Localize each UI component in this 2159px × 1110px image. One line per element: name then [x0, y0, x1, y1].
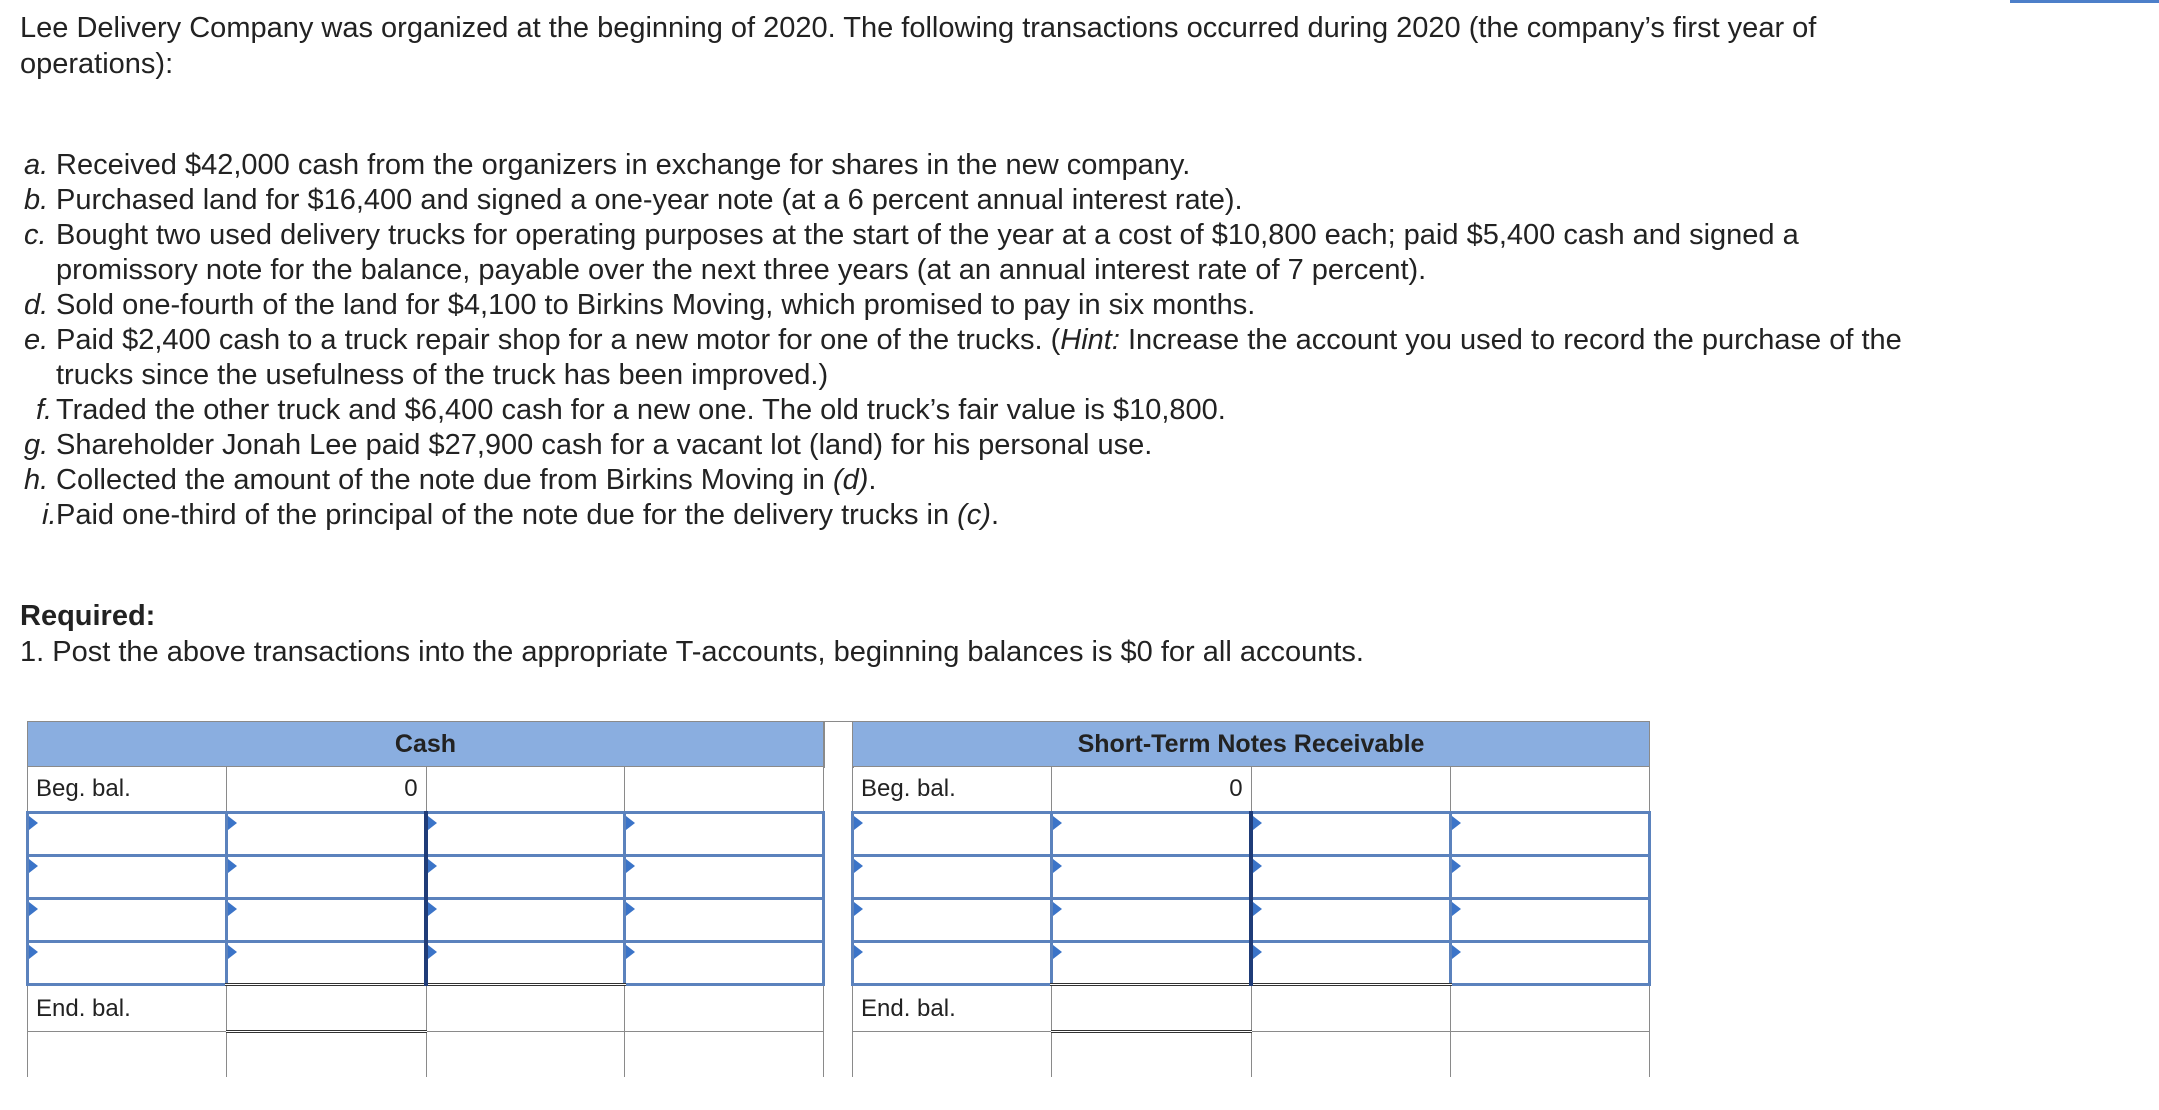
required-instruction: 1. Post the above transactions into the appropriate T-accounts, beginning balances is $0 for all accounts. [20, 636, 1364, 668]
blank-cell [227, 1032, 426, 1078]
blank-cell [1052, 1032, 1251, 1078]
end-bal-credit [624, 985, 823, 1032]
ending-balance-row [28, 985, 824, 1032]
credit-cell [1251, 767, 1450, 813]
debit-amount-input[interactable] [1052, 813, 1251, 856]
credit-label-input[interactable] [1251, 899, 1450, 942]
debit-amount-input[interactable] [227, 813, 426, 856]
credit-label-input[interactable] [426, 899, 624, 942]
transaction-b: b. Purchased land for $16,400 and signed a one-year note (at a 6 percent annual interest rate). [24, 184, 1243, 216]
hint-label: Hint: [1060, 324, 1120, 356]
credit-amount-input[interactable] [1450, 942, 1649, 985]
transaction-h: h. Collected the amount of the note due from Birkins Moving in (d). [24, 464, 877, 496]
transaction-c: c. Bought two used delivery trucks for operating purposes at the start of the year at a cost of $10,800 each; paid $5,400 cash and signed a promissory note for the balance, payable over the next three years (at an annual interest rate of 7 percent). [24, 219, 1799, 286]
entry-row [853, 899, 1650, 942]
debit-amount-input[interactable] [1052, 942, 1251, 985]
beginning-balance-row [853, 767, 1650, 813]
transaction-f: f. Traded the other truck and $6,400 cash for a new one. The old truck’s fair value is $10,800. [36, 394, 1226, 426]
end-bal-credit-label [426, 985, 624, 1032]
t-account-short-term-notes-receivable [851, 721, 1651, 1077]
entry-row [28, 813, 824, 856]
transaction-e: e. Paid $2,400 cash to a truck repair shop for a new motor for one of the trucks. (Hint: Increase the account you used to record the purchase of the trucks since the usefulness of the truck has been improved.) [24, 324, 1902, 391]
credit-cell [624, 767, 823, 813]
beg-bal-label: Beg. bal. [853, 767, 1052, 813]
credit-label-input[interactable] [1251, 942, 1450, 985]
entry-row [853, 856, 1650, 899]
top-progress-bar [2010, 0, 2159, 3]
debit-label-input[interactable] [853, 856, 1052, 899]
problem-intro: Lee Delivery Company was organized at the beginning of 2020. The following transactions occurred during 2020 (the company’s first year of operations): [20, 12, 1817, 80]
credit-label-input[interactable] [426, 942, 624, 985]
debit-label-input[interactable] [28, 813, 227, 856]
debit-label-input[interactable] [28, 899, 227, 942]
debit-label-input[interactable] [28, 856, 227, 899]
transaction-a: a. Received $42,000 cash from the organizers in exchange for shares in the new company. [24, 149, 1191, 181]
beginning-balance-row [28, 767, 824, 813]
t-account-cash [26, 721, 825, 1077]
transaction-d: d. Sold one-fourth of the land for $4,100 to Birkins Moving, which promised to pay in six months. [24, 289, 1256, 321]
beg-bal-value: 0 [227, 767, 426, 813]
credit-amount-input[interactable] [624, 942, 823, 985]
debit-amount-input[interactable] [227, 899, 426, 942]
credit-amount-input[interactable] [624, 856, 823, 899]
end-bal-label: End. bal. [853, 985, 1052, 1032]
end-bal-credit-label [1251, 985, 1450, 1032]
credit-amount-input[interactable] [1450, 899, 1649, 942]
entry-row [853, 942, 1650, 985]
credit-label-input[interactable] [426, 813, 624, 856]
credit-amount-input[interactable] [1450, 856, 1649, 899]
t-account-title: Short-Term Notes Receivable [853, 722, 1650, 767]
ending-balance-row [853, 985, 1650, 1032]
debit-label-input[interactable] [853, 942, 1052, 985]
entry-row [853, 813, 1650, 856]
transaction-i: i. Paid one-third of the principal of the note due for the delivery trucks in (c). [42, 499, 1000, 531]
credit-label-input[interactable] [1251, 856, 1450, 899]
debit-label-input[interactable] [853, 813, 1052, 856]
blank-cell [28, 1032, 227, 1078]
transaction-list [24, 148, 1924, 533]
beg-bal-label: Beg. bal. [28, 767, 227, 813]
t-account-title: Cash [28, 722, 824, 767]
beg-bal-value: 0 [1052, 767, 1251, 813]
end-bal-debit [1052, 985, 1251, 1032]
end-bal-debit [227, 985, 426, 1032]
debit-amount-input[interactable] [1052, 856, 1251, 899]
credit-label-input[interactable] [1251, 813, 1450, 856]
credit-amount-input[interactable] [624, 813, 823, 856]
debit-label-input[interactable] [853, 899, 1052, 942]
table-separator [824, 721, 854, 768]
blank-cell [1251, 1032, 1450, 1078]
credit-amount-input[interactable] [624, 899, 823, 942]
debit-label-input[interactable] [28, 942, 227, 985]
end-bal-credit [1450, 985, 1649, 1032]
credit-cell [1450, 767, 1649, 813]
credit-cell [426, 767, 624, 813]
blank-cell [624, 1032, 823, 1078]
required-heading: Required: [20, 600, 156, 632]
entry-row [28, 899, 824, 942]
credit-label-input[interactable] [426, 856, 624, 899]
blank-cell [1450, 1032, 1649, 1078]
entry-row [28, 942, 824, 985]
debit-amount-input[interactable] [1052, 899, 1251, 942]
debit-amount-input[interactable] [227, 942, 426, 985]
transaction-g: g. Shareholder Jonah Lee paid $27,900 cash for a vacant lot (land) for his personal use. [24, 429, 1153, 461]
blank-cell [853, 1032, 1052, 1078]
entry-row [28, 856, 824, 899]
credit-amount-input[interactable] [1450, 813, 1649, 856]
debit-amount-input[interactable] [227, 856, 426, 899]
end-bal-label: End. bal. [28, 985, 227, 1032]
blank-cell [426, 1032, 624, 1078]
